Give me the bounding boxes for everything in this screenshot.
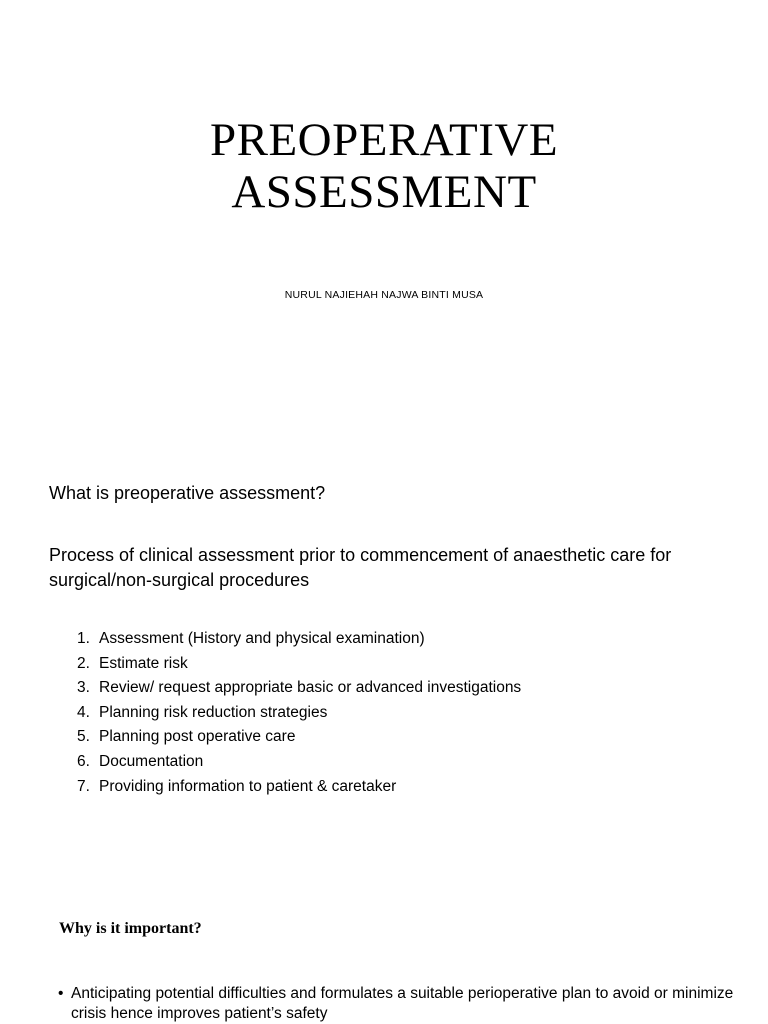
list-item-text: Assessment (History and physical examination) [99,630,425,647]
bullet-item [58,984,751,1024]
steps-list [77,627,521,799]
list-item [77,750,521,775]
title-line-1: PREOPERATIVE [209,114,559,166]
list-number: 1. [77,630,90,647]
title-line-2: ASSESSMENT [231,166,537,218]
list-number: 6. [77,752,90,770]
list-item [77,725,521,750]
list-item [77,652,521,677]
list-item-text: Providing information to patient & caretaker [99,777,397,795]
bullet-text: Anticipating potential difficulties and formulates a suitable perioperative plan to avoid or minimize crisis hence improves patient’s safety [71,985,734,1022]
list-item [77,627,521,652]
list-item-text: Planning risk reduction strategies [99,703,328,721]
list-item [77,775,521,800]
list-item-text: Estimate risk [99,654,188,672]
list-number: 2. [77,654,90,672]
list-item [77,676,521,701]
question-heading: What is preoperative assessment? [49,483,326,503]
importance-heading: Why is it important? [59,920,202,937]
list-item-text: Review/ request appropriate basic or advanced investigations [99,679,522,697]
slide-title [0,114,768,218]
list-number: 5. [77,728,90,746]
bullet-marker: • [58,985,64,1002]
title-slide [0,0,768,430]
list-number: 3. [77,679,90,697]
importance-slide [0,870,768,1024]
list-item [77,701,521,726]
list-item-text: Planning post operative care [99,728,296,746]
list-number: 7. [77,777,90,795]
definition-slide [0,430,768,870]
definition-text: Process of clinical assessment prior to commencement of anaesthetic care for surgical/non-surgical procedures [49,545,672,590]
list-number: 4. [77,703,90,721]
author-name: NURUL NAJIEHAH NAJWA BINTI MUSA [284,289,484,301]
list-item-text: Documentation [99,752,204,770]
